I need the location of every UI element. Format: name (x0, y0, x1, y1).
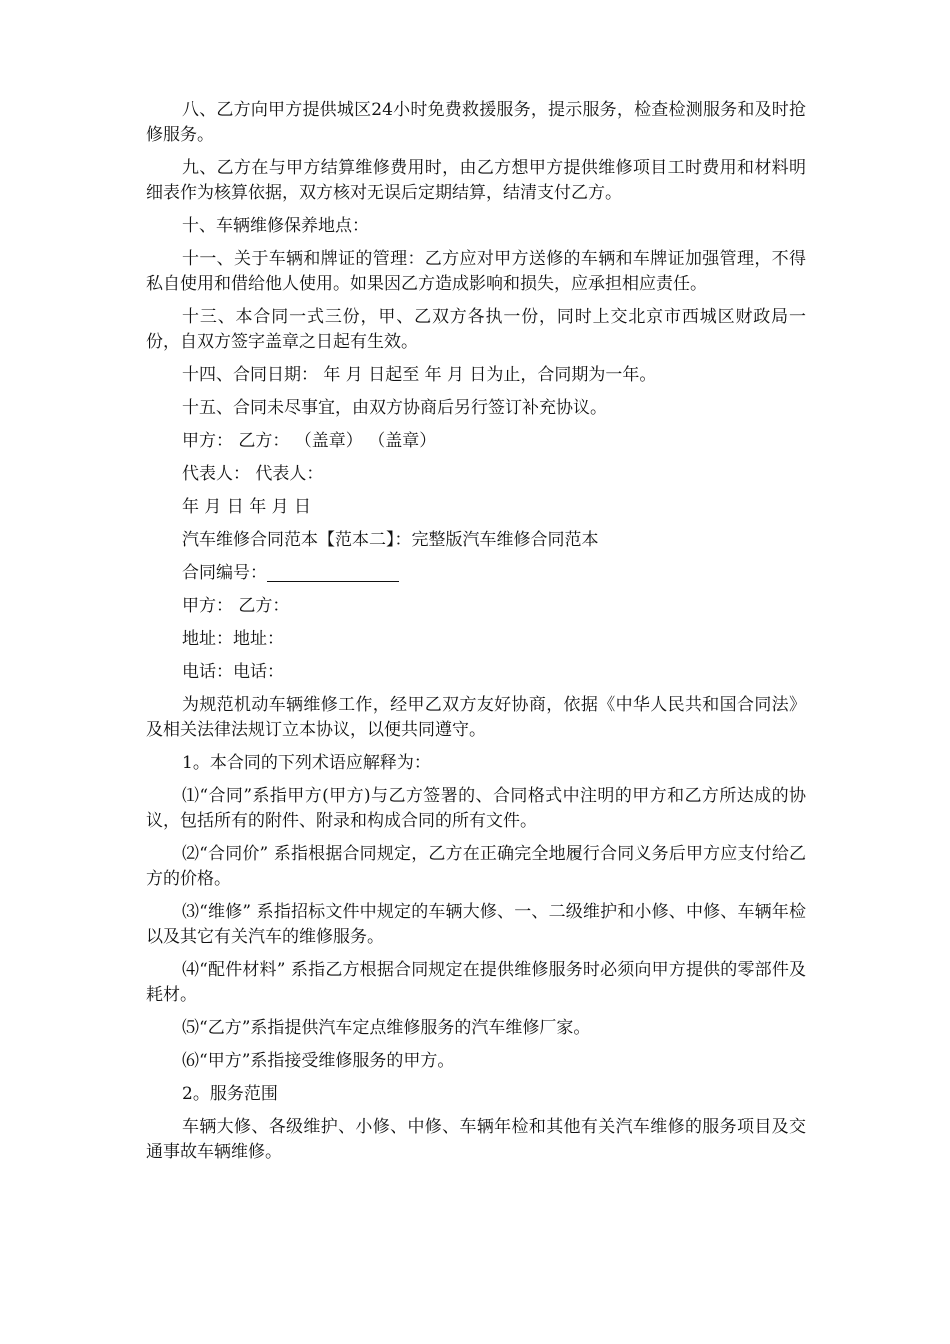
signature-representatives: 代表人： 代表人： (182, 464, 324, 484)
paragraph-13-copies: 十三、本合同一式三份，甲、乙双方各执一份，同时上交北京市西城区财政局一份，自双方签字盖章之日起有生效。 (146, 307, 806, 352)
preamble-paragraph: 为规范机动车辆维修工作，经甲乙双方友好协商，依据《中华人民共和国合同法》及相关法律法规订立本协议，以便共同遵守。 (146, 695, 806, 740)
paragraph-9-settlement: 九、乙方在与甲方结算维修费用时，由乙方想甲方提供维修项目工时费用和材料明细表作为核算依据，双方核对无误后定期结算，结清支付乙方。 (146, 158, 806, 203)
term-contract-price: ⑵“合同价” 系指根据合同规定，乙方在正确完全地履行合同义务后甲方应支付给乙方的价格。 (146, 844, 806, 889)
contract-number-line (146, 561, 806, 586)
address-line: 地址：地址： (182, 629, 284, 649)
paragraph-11-vehicle-management: 十一、关于车辆和牌证的管理：乙方应对甲方送修的车辆和车牌证加强管理，不得私自使用和借给他人使用。如果因乙方造成影响和损失，应承担相应责任。 (146, 249, 806, 294)
signature-parties: 甲方： 乙方： （盖章） （盖章） (182, 431, 437, 451)
term-party-a: ⑹“甲方”系指接受维修服务的甲方。 (182, 1051, 455, 1071)
term-parts-materials: ⑷“配件材料” 系指乙方根据合同规定在提供维修服务时必须向甲方提供的零部件及耗材。 (146, 960, 806, 1005)
term-maintenance: ⑶“维修” 系指招标文件中规定的车辆大修、一、二级维护和小修、中修、车辆年检以及其它有关汽车的维修服务。 (146, 902, 806, 947)
paragraph-14-contract-date: 十四、合同日期： 年 月 日起至 年 月 日为止，合同期为一年。 (182, 365, 657, 385)
document-body (146, 98, 806, 1173)
paragraph-15-supplement: 十五、合同未尽事宜，由双方协商后另行签订补充协议。 (182, 398, 607, 418)
term-party-b: ⑸“乙方”系指提供汽车定点维修服务的汽车维修厂家。 (182, 1018, 591, 1038)
paragraph-8-rescue-service: 八、乙方向甲方提供城区24小时免费救援服务，提示服务，检查检测服务和及时抢修服务。 (146, 100, 806, 145)
contract-number-blank (267, 563, 399, 582)
party-line: 甲方： 乙方： (182, 596, 290, 616)
section-1-terms: 1。本合同的下列术语应解释为： (182, 753, 431, 773)
signature-dates: 年 月 日 年 月 日 (182, 497, 312, 517)
term-contract: ⑴“合同”系指甲方(甲方)与乙方签署的、合同格式中注明的甲方和乙方所达成的协议，包括所有的附件、附录和构成合同的所有文件。 (146, 786, 806, 831)
section-2-service-scope: 2。服务范围 (182, 1084, 278, 1104)
template-two-title: 汽车维修合同范本【范本二】：完整版汽车维修合同范本 (182, 530, 599, 550)
service-scope-paragraph: 车辆大修、各级维护、小修、中修、车辆年检和其他有关汽车维修的服务项目及交通事故车辆维修。 (146, 1117, 806, 1162)
contract-number-label: 合同编号： (182, 563, 267, 583)
paragraph-10-location: 十、车辆维修保养地点： (182, 216, 369, 236)
phone-line: 电话：电话： (182, 662, 284, 682)
